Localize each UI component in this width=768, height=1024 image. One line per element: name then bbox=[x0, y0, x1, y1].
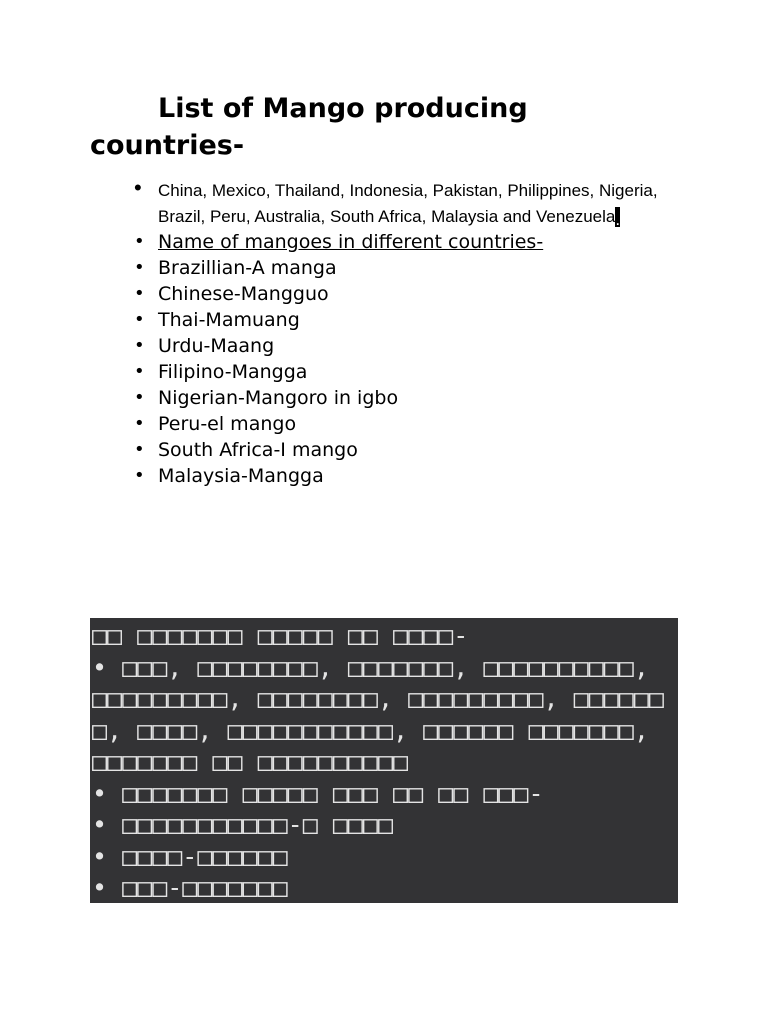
title-line-1: List of Mango producing bbox=[158, 93, 528, 124]
mango-name: South Africa-I mango bbox=[158, 439, 358, 461]
mango-name: Brazillian-A manga bbox=[158, 257, 337, 279]
panel-row: • □□□□□□□ □□□□□ □□□ □□ □□ □□□- bbox=[92, 778, 544, 808]
title-line-2: countries- bbox=[90, 130, 245, 161]
mango-name: Peru-el mango bbox=[158, 413, 297, 435]
panel-row: □□ □□□□□□□ □□□□□ □□ □□□□- bbox=[92, 621, 469, 650]
bullet-icon: • bbox=[134, 309, 145, 330]
list-item bbox=[0, 385, 768, 411]
text-cursor[interactable]: . bbox=[615, 207, 620, 227]
bullet-icon: • bbox=[134, 387, 145, 408]
list-item bbox=[0, 255, 768, 281]
mango-name: Malaysia-Mangga bbox=[158, 465, 324, 487]
bullet-icon: • bbox=[134, 257, 145, 278]
bullet-icon: • bbox=[134, 361, 145, 382]
bullet-icon: • bbox=[134, 175, 142, 200]
panel-row: • □□□□□□□□□□□-□ □□□□ bbox=[92, 810, 394, 839]
list-item bbox=[0, 333, 768, 359]
mango-list bbox=[0, 175, 768, 489]
bullet-icon: • bbox=[134, 413, 145, 434]
mango-name: Chinese-Mangguo bbox=[158, 283, 329, 305]
list-item bbox=[0, 307, 768, 333]
list-item bbox=[0, 437, 768, 463]
panel-row: • □□□□-□□□□□□ bbox=[92, 841, 288, 871]
panel-row: • □□□-□□□□□□□ bbox=[92, 873, 288, 902]
mango-name: Filipino-Mangga bbox=[158, 361, 308, 383]
mango-name: Thai-Mamuang bbox=[158, 309, 300, 331]
bullet-icon: • bbox=[134, 439, 145, 460]
bullet-icon: • bbox=[134, 283, 145, 304]
names-heading: Name of mangoes in different countries- bbox=[158, 231, 544, 253]
list-item-heading bbox=[0, 229, 768, 255]
bullet-icon: • bbox=[134, 465, 145, 486]
mango-name: Nigerian-Mangoro in igbo bbox=[158, 387, 399, 409]
bullet-icon: • bbox=[134, 231, 145, 252]
panel-row: • □□□, □□□□□□□□, □□□□□□□, □□□□□□□□□□, □□□□□□□□□, □□□□□□□□, □□□□□□□□□, □□□□□□□, □□□□, □□□□□□□□□□□, □□□□□□ □□□□□□□, □□□□□□□ □□ □□□□□□□□□□ bbox=[92, 652, 664, 776]
list-item bbox=[0, 359, 768, 385]
document-title bbox=[90, 90, 690, 164]
list-item bbox=[0, 463, 768, 489]
countries-text: China, Mexico, Thailand, Indonesia, Pakistan, Philippines, Nigeria, Brazil, Peru, Australia, South Africa, Malaysia and Venezuela bbox=[158, 181, 658, 226]
mango-name: Urdu-Maang bbox=[158, 335, 275, 357]
list-item bbox=[0, 281, 768, 307]
list-item bbox=[0, 411, 768, 437]
list-item-countries bbox=[0, 175, 768, 229]
bullet-icon: • bbox=[134, 335, 145, 356]
translation-panel bbox=[90, 618, 678, 903]
